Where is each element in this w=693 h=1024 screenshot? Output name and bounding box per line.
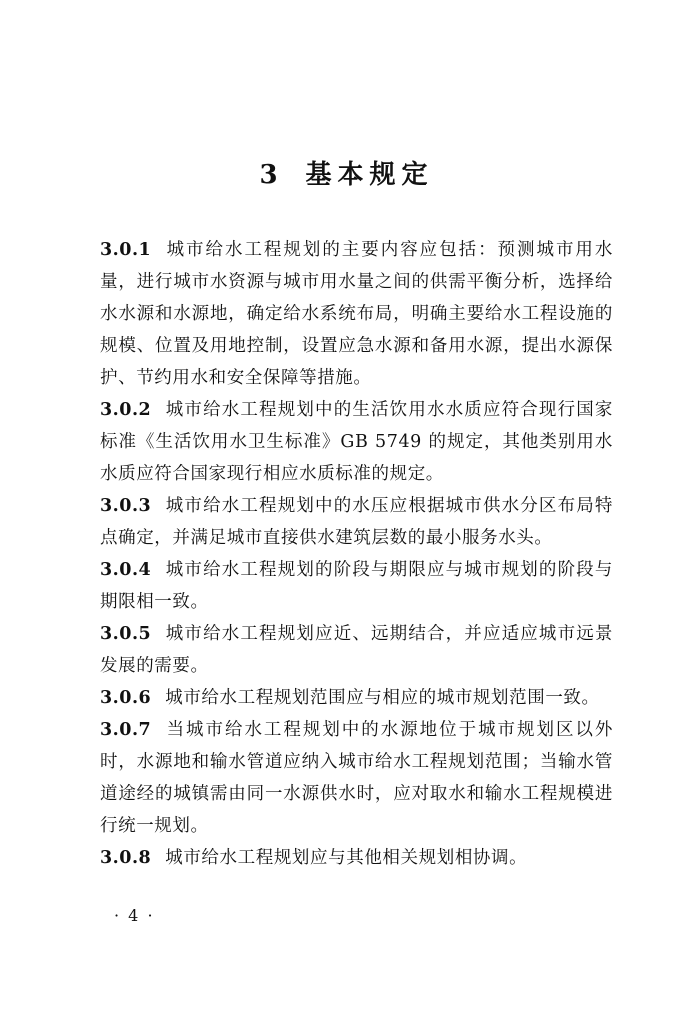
chapter-title: 基本规定 — [305, 160, 434, 190]
chapter-number: 3 — [259, 160, 284, 190]
clause-text: 城市给水工程规划范围应与相应的城市规划范围一致。 — [165, 688, 600, 708]
clause-3-0-2 — [100, 394, 613, 490]
clause-number: 3.0.3 — [100, 496, 152, 516]
clause-3-0-5 — [100, 618, 613, 682]
clause-list — [100, 234, 613, 874]
clause-3-0-8 — [100, 842, 613, 874]
clause-text: 城市给水工程规划的主要内容应包括：预测城市用水量，进行城市水资源与城市用水量之间的供需平衡分析，选择给水水源和水源地，确定给水系统布局，明确主要给水工程设施的规模、位置及用地控制，设置应急水源和备用水源，提出水源保护、节约用水和安全保障等措施。 — [100, 240, 613, 388]
clause-3-0-7 — [100, 714, 613, 842]
clause-number: 3.0.8 — [100, 848, 152, 868]
clause-3-0-6 — [100, 682, 613, 714]
clause-text: 当城市给水工程规划中的水源地位于城市规划区以外时，水源地和输水管道应纳入城市给水工程规划范围；当输水管道途经的城镇需由同一水源供水时，应对取水和输水工程规模进行统一规划。 — [100, 720, 613, 836]
clause-3-0-4 — [100, 554, 613, 618]
clause-number: 3.0.2 — [100, 400, 152, 420]
clause-number: 3.0.4 — [100, 560, 152, 580]
chapter-heading — [0, 154, 693, 191]
page-number: · 4 · — [114, 906, 155, 925]
clause-text: 城市给水工程规划的阶段与期限应与城市规划的阶段与期限相一致。 — [100, 560, 613, 612]
clause-number: 3.0.6 — [100, 688, 152, 708]
clause-text: 城市给水工程规划应近、远期结合，并应适应城市远景发展的需要。 — [100, 624, 613, 676]
clause-3-0-3 — [100, 490, 613, 554]
clause-3-0-1 — [100, 234, 613, 394]
clause-number: 3.0.7 — [100, 720, 152, 740]
clause-text: 城市给水工程规划应与其他相关规划相协调。 — [165, 848, 528, 868]
clause-text: 城市给水工程规划中的水压应根据城市供水分区布局特点确定，并满足城市直接供水建筑层数的最小服务水头。 — [100, 496, 613, 548]
clause-text: 城市给水工程规划中的生活饮用水水质应符合现行国家标准《生活饮用水卫生标准》GB 5749 的规定，其他类别用水水质应符合国家现行相应水质标准的规定。 — [100, 400, 613, 484]
clause-number: 3.0.5 — [100, 624, 152, 644]
clause-number: 3.0.1 — [100, 240, 152, 260]
